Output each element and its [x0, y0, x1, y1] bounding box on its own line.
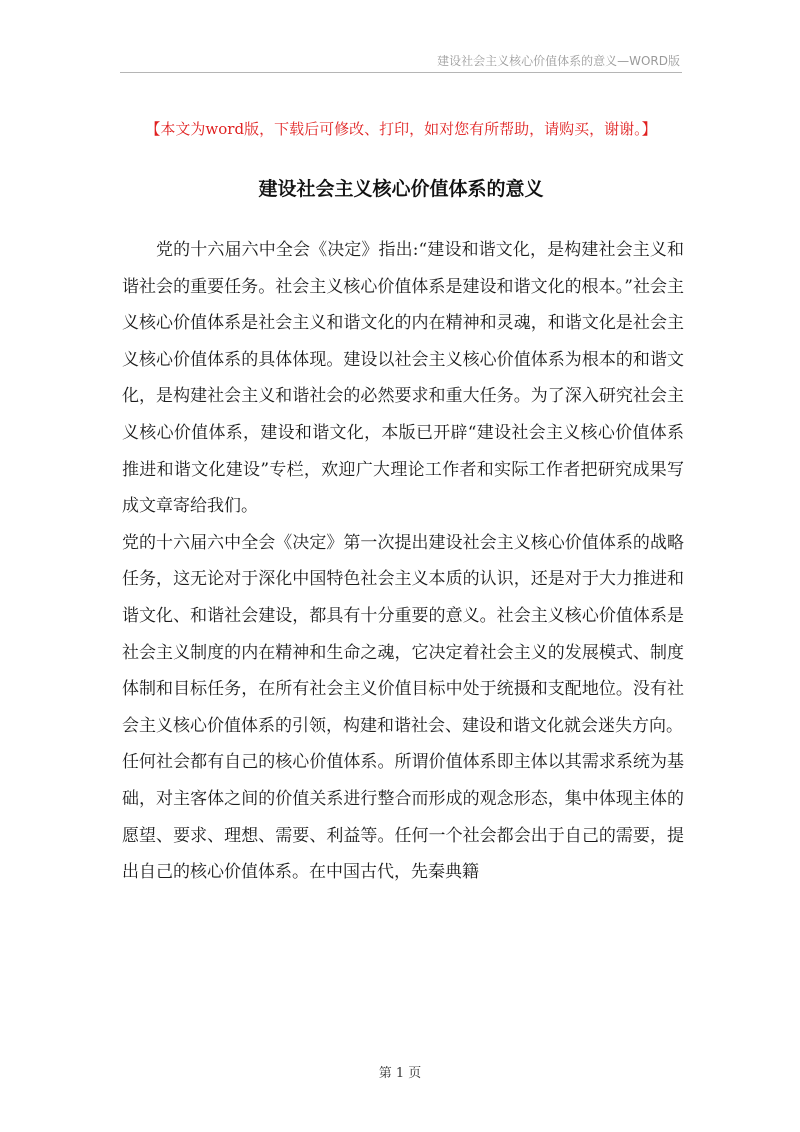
page-number: 第 1 页 [378, 1066, 422, 1081]
document-title: 建设社会主义核心价值体系的意义 [258, 178, 544, 200]
document-body [122, 232, 684, 891]
purchase-notice: 【本文为word版，下载后可修改、打印，如对您有所帮助，请购买，谢谢。】 [145, 120, 657, 138]
running-header: 建设社会主义核心价值体系的意义—WORD版 [437, 54, 680, 68]
paragraph-3: 任何社会都有自己的核心价值体系。所谓价值体系即主体以其需求系统为基础，对主客体之间的价值关系进行整合而形成的观念形态，集中体现主体的愿望、要求、理想、需要、利益等。任何一个社会都会出于自己的需要，提出自己的核心价值体系。在中国古代，先秦典籍 [122, 752, 684, 883]
paragraph-1: 党的十六届六中全会《决定》指出:“建设和谐文化，是构建社会主义和谐社会的重要任务。社会主义核心价值体系是建设和谐文化的根本。”社会主义核心价值体系是社会主义和谐文化的内在精神和灵魂，和谐文化是社会主义核心价值体系的具体体现。建设以社会主义核心价值体系为根本的和谐文化，是构建社会主义和谐社会的必然要求和重大任务。为了深入研究社会主义核心价值体系，建设和谐文化，本版已开辟“建设社会主义核心价值体系推进和谐文化建设”专栏，欢迎广大理论工作者和实际工作者把研究成果写成文章寄给我们。 [122, 240, 684, 517]
header-divider [120, 72, 682, 73]
paragraph-2: 党的十六届六中全会《决定》第一次提出建设社会主义核心价值体系的战略任务，这无论对于深化中国特色社会主义本质的认识，还是对于大力推进和谐文化、和谐社会建设，都具有十分重要的意义。社会主义核心价值体系是社会主义制度的内在精神和生命之魂，它决定着社会主义的发展模式、制度体制和目标任务，在所有社会主义价值目标中处于统摄和支配地位。没有社会主义核心价值体系的引领，构建和谐社会、建设和谐文化就会迷失方向。 [122, 532, 684, 736]
